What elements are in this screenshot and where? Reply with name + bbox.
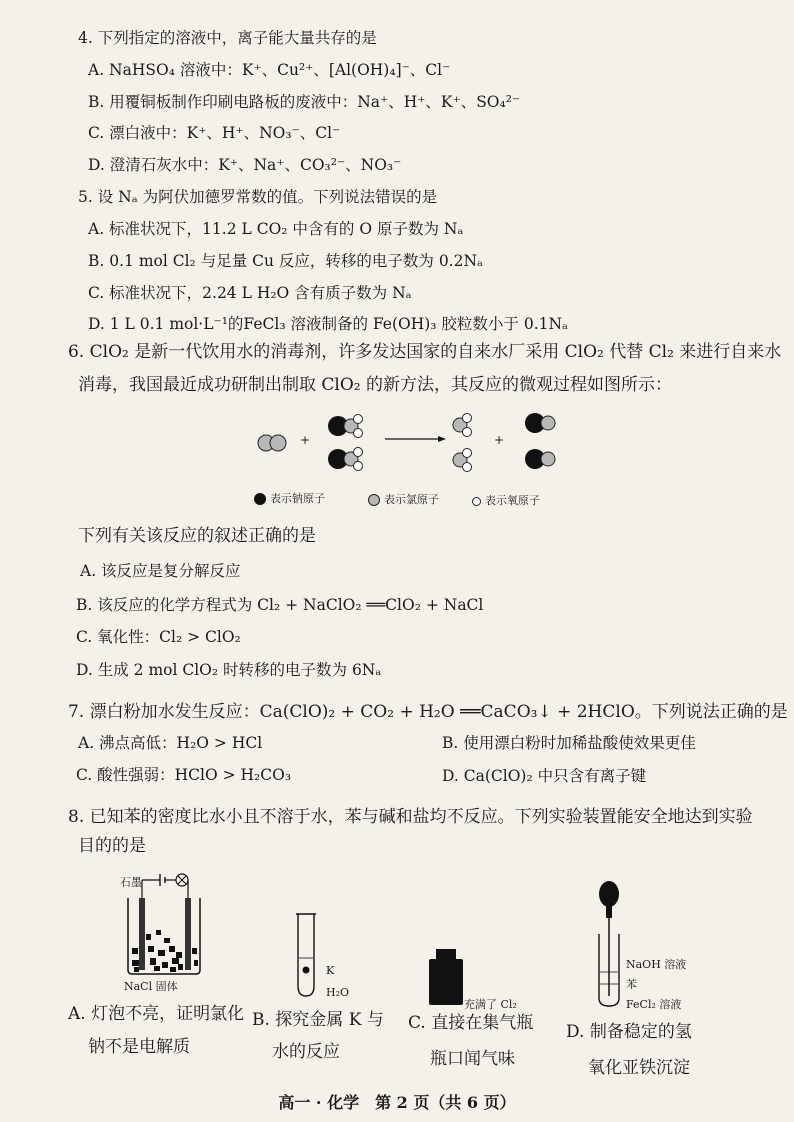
q6-stem-line2: 消毒，我国最近成功研制出制取 ClO₂ 的新方法，其反应的微观过程如图所示： <box>78 375 673 395</box>
cl2-molecule <box>258 435 286 451</box>
q8-option-c-line2: 瓶口闻气味 <box>430 1049 515 1069</box>
sodium-atom-icon <box>254 493 266 505</box>
naclo2-molecule-2 <box>328 448 363 471</box>
figure-a-graphite-label: 石墨 <box>120 876 142 889</box>
q7-option-c: C. 酸性强弱：HClO > H₂CO₃ <box>76 766 292 784</box>
figure-a-nacl-label: NaCl 固体 <box>124 980 178 993</box>
q4-option-b: B. 用覆铜板制作印刷电路板的废液中：Na⁺、H⁺、K⁺、SO₄²⁻ <box>88 93 521 111</box>
q6-option-a: A. 该反应是复分解反应 <box>80 562 241 580</box>
q8-option-d-line2: 氧化亚铁沉淀 <box>588 1058 690 1078</box>
figure-b-water-label: H₂O <box>326 986 350 999</box>
legend-oxygen: 表示氧原子 <box>472 492 540 508</box>
figure-c-cl2-label: 充满了 Cl₂ <box>464 998 517 1011</box>
q5-stem: 5. 设 Nₐ 为阿伏加德罗常数的值。下列说法错误的是 <box>78 188 438 206</box>
figure-d-benzene-label: 苯 <box>626 978 637 991</box>
legend-chlorine: 表示氯原子 <box>368 491 439 507</box>
q5-option-c: C. 标准状况下，2.24 L H₂O 含有质子数为 Nₐ <box>88 284 412 302</box>
clo2-molecule-2 <box>453 449 472 472</box>
q4-option-d: D. 澄清石灰水中：K⁺、Na⁺、CO₃²⁻、NO₃⁻ <box>88 156 402 174</box>
q6-stem-line1: 6. ClO₂ 是新一代饮用水的消毒剂，许多发达国家的自来水厂采用 ClO₂ 代替 Cl₂ 来进行自来水 <box>68 342 782 362</box>
q4-stem: 4. 下列指定的溶液中，离子能大量共存的是 <box>78 29 377 47</box>
q6-option-c: C. 氧化性：Cl₂ > ClO₂ <box>76 628 241 646</box>
q7-option-b: B. 使用漂白粉时加稀盐酸使效果更佳 <box>442 734 696 752</box>
naclo2-molecule-1 <box>328 415 363 438</box>
q6-option-b: B. 该反应的化学方程式为 Cl₂ + NaClO₂ ══ClO₂ + NaCl <box>76 596 484 614</box>
q5-option-b: B. 0.1 mol Cl₂ 与足量 Cu 反应，转移的电子数为 0.2Nₐ <box>88 252 484 270</box>
figure-d-fecl2-label: FeCl₂ 溶液 <box>626 998 682 1011</box>
legend-sodium: 表示钠原子 <box>254 490 325 506</box>
q5-option-d: D. 1 L 0.1 mol·L⁻¹的FeCl₃ 溶液制备的 Fe(OH)₃ 胶粒数小于 0.1Nₐ <box>88 315 569 333</box>
q8-option-b-line2: 水的反应 <box>272 1042 340 1062</box>
figure-d-naoh-label: NaOH 溶液 <box>626 958 687 971</box>
q7-stem: 7. 漂白粉加水发生反应：Ca(ClO)₂ + CO₂ + H₂O ══CaCO₃↓ + 2HClO。下列说法正确的是 <box>68 702 788 722</box>
q6-option-d: D. 生成 2 mol ClO₂ 时转移的电子数为 6Nₐ <box>76 661 382 679</box>
q8-option-c-line1: C. 直接在集气瓶 <box>408 1013 534 1033</box>
q7-option-d: D. Ca(ClO)₂ 中只含有离子键 <box>442 767 647 785</box>
figure-b-k-label: K <box>326 964 335 977</box>
page-footer: 高一 · 化学 第 2 页（共 6 页） <box>278 1093 516 1112</box>
reaction-microview-diagram <box>250 405 570 480</box>
q8-option-d-line1: D. 制备稳定的氢 <box>566 1022 692 1042</box>
q7-option-a: A. 沸点高低：H₂O > HCl <box>78 734 263 752</box>
clo2-molecule-1 <box>453 414 472 437</box>
q8-option-a-line2: 钠不是电解质 <box>88 1037 190 1057</box>
q8-stem-line2: 目的的是 <box>78 836 146 856</box>
q6-lead: 下列有关该反应的叙述正确的是 <box>78 526 316 546</box>
oxygen-atom-icon <box>472 497 481 506</box>
q8-option-a-line1: A. 灯泡不亮，证明氯化 <box>68 1004 245 1024</box>
q5-option-a: A. 标准状况下，11.2 L CO₂ 中含有的 O 原子数为 Nₐ <box>88 220 464 238</box>
figure-b-test-tube <box>292 912 322 1000</box>
nacl-molecule-2 <box>525 449 555 469</box>
q4-option-a: A. NaHSO₄ 溶液中：K⁺、Cu²⁺、[Al(OH)₄]⁻、Cl⁻ <box>88 61 451 79</box>
figure-c-gas-bottle <box>426 947 466 1007</box>
nacl-molecule-1 <box>525 413 555 433</box>
q8-stem-line1: 8. 已知苯的密度比水小且不溶于水，苯与碱和盐均不反应。下列实验装置能安全地达到实验 <box>68 807 753 827</box>
chlorine-atom-icon <box>368 494 380 506</box>
q4-option-c: C. 漂白液中：K⁺、H⁺、NO₃⁻、Cl⁻ <box>88 124 341 142</box>
figure-d-dropper-apparatus <box>593 880 625 1012</box>
plus-sign-1: + <box>300 433 311 447</box>
plus-sign-2: + <box>494 433 505 447</box>
q8-option-b-line1: B. 探究金属 K 与 <box>252 1010 384 1030</box>
